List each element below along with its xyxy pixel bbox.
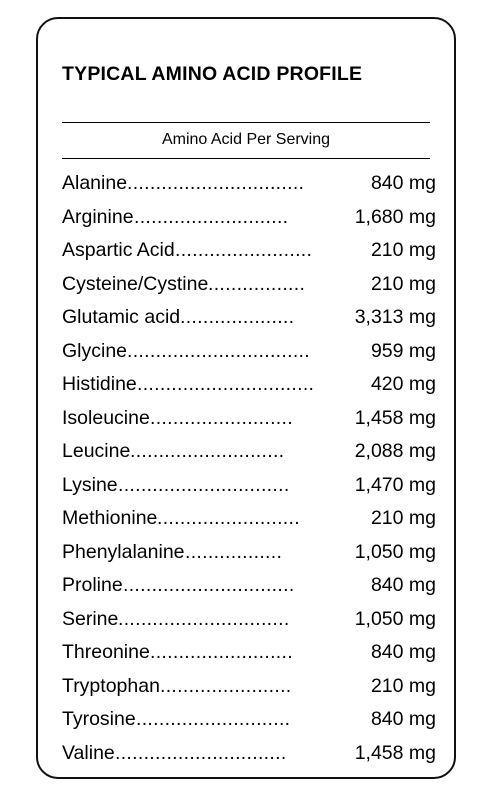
amino-acid-name: Valine: [62, 741, 115, 764]
amino-acid-row: [62, 268, 436, 302]
amino-acid-row: [62, 234, 436, 268]
amino-acid-row: [62, 569, 436, 603]
amino-acid-name: Arginine: [62, 205, 134, 228]
amino-acid-amount: 840 mg: [370, 172, 436, 194]
dot-leader: .........................: [150, 641, 293, 663]
amino-acid-amount: 840 mg: [370, 641, 436, 663]
amino-acid-row: [62, 737, 436, 771]
dot-leader: ...............................: [137, 373, 315, 395]
amino-acid-name: Aspartic Acid: [62, 239, 175, 261]
top-divider: [62, 122, 430, 123]
amino-acid-amount: 2,088 mg: [354, 440, 436, 462]
amino-acid-name: Alanine: [62, 172, 128, 194]
amino-acid-name: Glycine: [62, 339, 128, 362]
label-title: TYPICAL AMINO ACID PROFILE: [62, 63, 363, 85]
bottom-divider: [62, 158, 430, 159]
dot-leader: .........................: [157, 507, 300, 529]
amino-acid-name: Tyrosine: [62, 708, 136, 730]
amino-acid-row: [62, 301, 436, 335]
amino-acid-row: [62, 335, 436, 369]
amino-acid-row: [62, 435, 436, 469]
amino-acid-row: [62, 636, 436, 670]
amino-acid-name: Proline: [62, 574, 123, 596]
amino-acid-amount: 1,470 mg: [354, 473, 436, 496]
amino-acid-amount: 210 mg: [370, 272, 436, 295]
dot-leader: ........................: [175, 239, 313, 261]
dot-leader: .........................: [150, 406, 293, 429]
amino-acid-row: [62, 670, 436, 704]
amino-acid-amount: 1,458 mg: [354, 741, 436, 764]
amino-acid-amount: 3,313 mg: [354, 306, 436, 328]
amino-acid-name: Glutamic acid: [62, 306, 181, 328]
amino-acid-amount: 840 mg: [370, 574, 436, 596]
dot-leader: ................................: [127, 339, 310, 362]
amino-acid-row: [62, 703, 436, 737]
amino-acid-row: [62, 603, 436, 637]
amino-acid-name: Lysine: [62, 473, 118, 496]
amino-acid-name: Isoleucine: [62, 406, 150, 429]
dot-leader: ..............................: [118, 607, 290, 630]
amino-acid-name: Phenylalanine: [62, 540, 185, 563]
amino-acid-amount: 1,050 mg: [354, 607, 436, 630]
amino-acid-amount: 210 mg: [370, 674, 436, 697]
dot-leader: ....................: [180, 306, 295, 328]
amino-acid-amount: 840 mg: [370, 708, 436, 730]
dot-leader: .......................: [160, 674, 292, 697]
amino-acid-row: [62, 201, 436, 235]
amino-acid-name: Tryptophan: [62, 674, 160, 697]
dot-leader: ..............................: [123, 574, 295, 596]
amino-acid-amount: 210 mg: [370, 507, 436, 529]
column-header: Amino Acid Per Serving: [161, 131, 331, 148]
amino-acid-name: Cysteine/Cystine: [62, 272, 209, 295]
amino-acid-label-card: [36, 17, 456, 779]
amino-acid-amount: 959 mg: [370, 339, 436, 362]
amino-acid-amount: 210 mg: [370, 239, 436, 261]
dot-leader: .................: [185, 540, 283, 563]
amino-acid-row: [62, 502, 436, 536]
amino-acid-row: [62, 536, 436, 570]
amino-acid-amount: 1,050 mg: [354, 540, 436, 563]
dot-leader: ..............................: [115, 741, 287, 764]
dot-leader: ...........................: [136, 708, 291, 730]
amino-acid-row: [62, 368, 436, 402]
dot-leader: ...........................: [130, 440, 285, 462]
amino-acid-name: Methionine: [62, 507, 158, 529]
amino-acid-name: Histidine: [62, 373, 137, 395]
amino-acid-row: [62, 167, 436, 201]
dot-leader: ...........................: [134, 205, 289, 228]
amino-acid-amount: 1,458 mg: [354, 406, 436, 429]
amino-acid-name: Serine: [62, 607, 119, 630]
amino-acid-name: Leucine: [62, 440, 131, 462]
amino-acid-name: Threonine: [62, 641, 150, 663]
amino-acid-row: [62, 402, 436, 436]
amino-acid-row: [62, 469, 436, 503]
dot-leader: ...............................: [127, 172, 305, 194]
dot-leader: ..............................: [118, 473, 290, 496]
amino-acid-amount: 420 mg: [370, 373, 436, 395]
amino-acid-amount: 1,680 mg: [354, 205, 436, 228]
dot-leader: .................: [208, 272, 306, 295]
amino-acid-list: [62, 167, 436, 770]
